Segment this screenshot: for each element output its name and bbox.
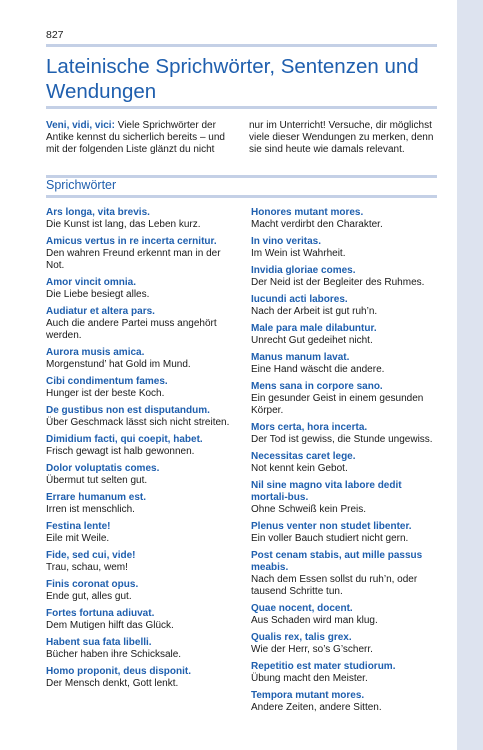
proverb-german: Dem Mutigen hilft das Glück. — [46, 620, 174, 631]
proverb-latin: Festina lente! — [46, 521, 111, 532]
proverb-entry — [46, 550, 232, 574]
proverb-latin: Ars longa, vita brevis. — [46, 207, 150, 218]
page-title: Lateinische Sprichwörter, Sentenzen und Wendungen — [46, 55, 419, 103]
proverb-entry — [46, 463, 232, 487]
proverb-entry — [251, 690, 437, 714]
side-thumb-strip — [457, 0, 483, 750]
proverb-german: Eine Hand wäscht die andere. — [251, 364, 385, 375]
proverb-latin: Post cenam stabis, aut mille passus meabis. — [251, 550, 423, 573]
proverb-latin: Cibi condimentum fames. — [46, 376, 168, 387]
proverb-german: Andere Zeiten, andere Sitten. — [251, 702, 382, 713]
proverb-latin: De gustibus non est disputandum. — [46, 405, 210, 416]
proverb-latin: Homo proponit, deus disponit. — [46, 666, 191, 677]
proverb-entry — [251, 236, 437, 260]
top-divider — [46, 44, 437, 47]
proverb-entry — [46, 637, 232, 661]
proverb-latin: Audiatur et altera pars. — [46, 306, 155, 317]
proverb-entry — [251, 422, 437, 446]
proverb-latin: Manus manum lavat. — [251, 352, 350, 363]
proverb-german: Nach dem Essen sollst du ruh’n, oder tausend Schritte tun. — [251, 574, 418, 597]
proverb-entry — [46, 405, 232, 429]
proverb-entry — [251, 632, 437, 656]
proverb-german: Unrecht Gut gedeihet nicht. — [251, 335, 373, 346]
intro-right-column — [249, 120, 437, 156]
proverb-german: Eile mit Weile. — [46, 533, 110, 544]
proverb-german: Aus Schaden wird man klug. — [251, 615, 378, 626]
intro-paragraph — [46, 120, 437, 156]
proverb-latin: Aurora musis amica. — [46, 347, 145, 358]
proverb-german: Hunger ist der beste Koch. — [46, 388, 165, 399]
proverb-latin: Dimidium facti, qui coepit, habet. — [46, 434, 203, 445]
proverb-german: Ein voller Bauch studiert nicht gern. — [251, 533, 409, 544]
proverb-entry — [46, 579, 232, 603]
proverb-latin: Honores mutant mores. — [251, 207, 364, 218]
proverb-latin: Repetitio est mater studiorum. — [251, 661, 396, 672]
proverb-german: Bücher haben ihre Schicksale. — [46, 649, 182, 660]
proverb-latin: Quae nocent, docent. — [251, 603, 353, 614]
proverb-column-right — [251, 207, 437, 719]
proverb-latin: Amor vincit omnia. — [46, 277, 137, 288]
proverb-latin: In vino veritas. — [251, 236, 322, 247]
proverb-list — [46, 207, 437, 719]
proverb-german: Über Geschmack lässt sich nicht streiten. — [46, 417, 230, 428]
proverb-german: Morgenstund’ hat Gold im Mund. — [46, 359, 191, 370]
proverb-entry — [251, 294, 437, 318]
proverb-german: Wie der Herr, so’s G’scherr. — [251, 644, 373, 655]
proverb-german: Der Tod ist gewiss, die Stunde ungewiss. — [251, 434, 433, 445]
proverb-latin: Nil sine magno vita labore dedit mortali-bus. — [251, 480, 402, 503]
proverb-latin: Mens sana in corpore sano. — [251, 381, 383, 392]
proverb-german: Ein gesunder Geist in einem gesunden Körper. — [251, 393, 424, 416]
proverb-latin: Fide, sed cui, vide! — [46, 550, 136, 561]
proverb-german: Not kennt kein Gebot. — [251, 463, 348, 474]
section-divider-bottom — [46, 195, 437, 198]
proverb-entry — [251, 352, 437, 376]
section-title: Sprichwörter — [46, 178, 117, 192]
proverb-german: Den wahren Freund erkennt man in der Not. — [46, 248, 221, 271]
proverb-german: Die Kunst ist lang, das Leben kurz. — [46, 219, 201, 230]
proverb-entry — [251, 381, 437, 417]
proverb-german: Macht verdirbt den Charakter. — [251, 219, 383, 230]
proverb-entry — [46, 347, 232, 371]
intro-left-column — [46, 120, 234, 156]
proverb-latin: Errare humanum est. — [46, 492, 147, 503]
proverb-german: Trau, schau, wem! — [46, 562, 128, 573]
proverb-german: Übermut tut selten gut. — [46, 475, 148, 486]
proverb-german: Übung macht den Meister. — [251, 673, 368, 684]
proverb-entry — [251, 451, 437, 475]
proverb-entry — [251, 207, 437, 231]
proverb-entry — [251, 661, 437, 685]
proverb-latin: Dolor voluptatis comes. — [46, 463, 160, 474]
proverb-entry — [46, 236, 232, 272]
intro-text-left: Viele Sprichwörter der Antike kennst du sicherlich bereits – und mit der folgenden Liste glänzt du nicht — [46, 120, 225, 155]
proverb-german: Der Neid ist der Begleiter des Ruhmes. — [251, 277, 425, 288]
proverb-german: Ohne Schweiß kein Preis. — [251, 504, 367, 515]
proverb-latin: Mors certa, hora incerta. — [251, 422, 368, 433]
proverb-german: Nach der Arbeit ist gut ruh’n. — [251, 306, 378, 317]
proverb-column-left — [46, 207, 232, 719]
proverb-latin: Tempora mutant mores. — [251, 690, 365, 701]
proverb-entry — [46, 306, 232, 342]
proverb-entry — [46, 666, 232, 690]
proverb-entry — [46, 376, 232, 400]
proverb-latin: Male para male dilabuntur. — [251, 323, 377, 334]
proverb-latin: Qualis rex, talis grex. — [251, 632, 352, 643]
proverb-german: Irren ist menschlich. — [46, 504, 135, 515]
title-divider — [46, 106, 437, 109]
proverb-latin: Invidia gloriae comes. — [251, 265, 356, 276]
proverb-entry — [251, 521, 437, 545]
proverb-latin: Habent sua fata libelli. — [46, 637, 152, 648]
proverb-entry — [46, 608, 232, 632]
proverb-entry — [251, 480, 437, 516]
proverb-entry — [251, 265, 437, 289]
proverb-german: Ende gut, alles gut. — [46, 591, 132, 602]
proverb-entry — [46, 521, 232, 545]
intro-text-right: nur im Unterricht! Versuche, dir möglichst viele dieser Wendungen zu merken, denn sie sind heute wie damals relevant. — [249, 120, 434, 155]
proverb-entry — [251, 323, 437, 347]
proverb-german: Frisch gewagt ist halb gewonnen. — [46, 446, 195, 457]
proverb-latin: Finis coronat opus. — [46, 579, 139, 590]
proverb-german: Die Liebe besiegt alles. — [46, 289, 150, 300]
proverb-entry — [46, 492, 232, 516]
proverb-latin: Necessitas caret lege. — [251, 451, 356, 462]
proverb-entry — [46, 277, 232, 301]
proverb-german: Im Wein ist Wahrheit. — [251, 248, 346, 259]
proverb-latin: Iucundi acti labores. — [251, 294, 348, 305]
page-number: 827 — [46, 29, 64, 41]
proverb-entry — [46, 207, 232, 231]
proverb-latin: Plenus venter non studet libenter. — [251, 521, 412, 532]
proverb-entry — [251, 550, 437, 598]
proverb-latin: Fortes fortuna adiuvat. — [46, 608, 155, 619]
proverb-entry — [251, 603, 437, 627]
proverb-entry — [46, 434, 232, 458]
proverb-latin: Amicus vertus in re incerta cernitur. — [46, 236, 217, 247]
intro-lead: Veni, vidi, vici: — [46, 120, 115, 131]
proverb-german: Der Mensch denkt, Gott lenkt. — [46, 678, 179, 689]
proverb-german: Auch die andere Partei muss angehört werden. — [46, 318, 217, 341]
